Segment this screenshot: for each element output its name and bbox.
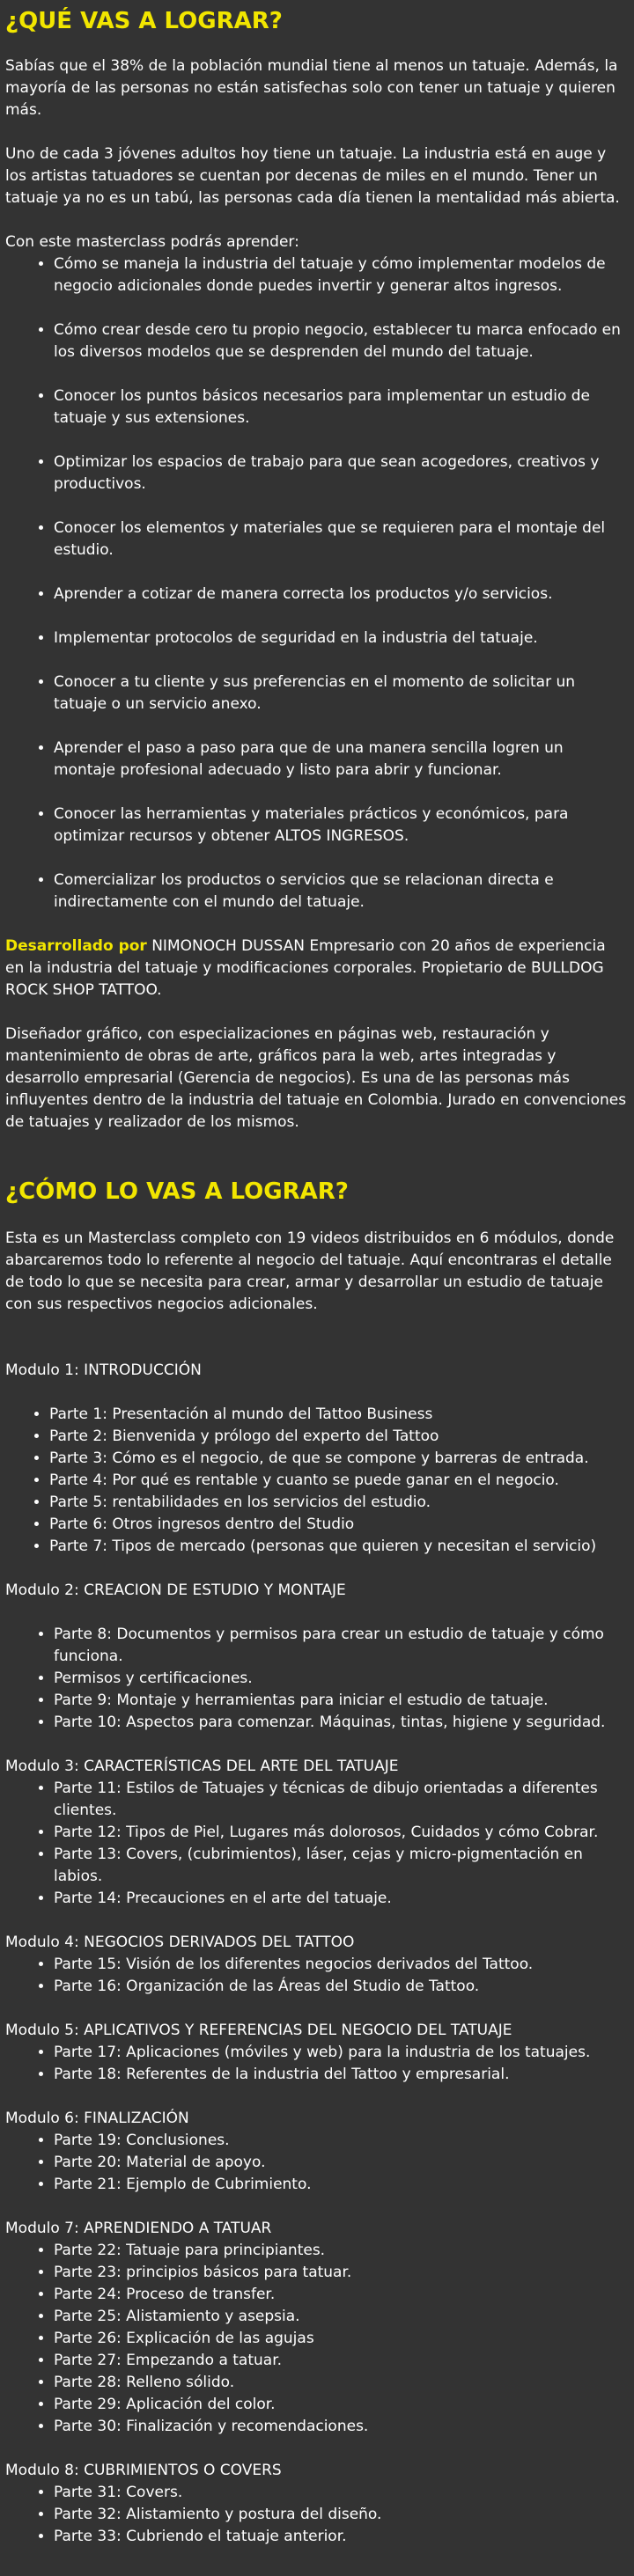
list-item: • Comercializar los productos o servicios que se relacionan directa e indirectamente con el mundo del tatuaje. xyxy=(54,870,629,914)
list-item: • Parte 6: Otros ingresos dentro del Studio xyxy=(49,1514,629,1536)
list-item: • Parte 30: Finalización y recomendaciones. xyxy=(54,2416,629,2438)
list-item: • Conocer las herramientas y materiales prácticos y económicos, para optimizar recursos y obtener ALTOS INGRESOS. xyxy=(54,804,629,848)
module-list xyxy=(5,2240,629,2438)
list-item: • Permisos y certificaciones. xyxy=(54,1668,629,1690)
list-item: • Conocer a tu cliente y sus preferencias en el momento de solicitar un tatuaje o un servicio anexo. xyxy=(54,672,629,716)
list-item: • Implementar protocolos de seguridad en la industria del tatuaje. xyxy=(54,627,629,650)
list-item: • Parte 19: Conclusiones. xyxy=(54,2130,629,2152)
module-list xyxy=(5,1624,629,1734)
list-item: • Parte 12: Tipos de Piel, Lugares más dolorosos, Cuidados y cómo Cobrar. xyxy=(54,1822,629,1844)
list-item: • Conocer los puntos básicos necesarios para implementar un estudio de tatuaje y sus extensiones. xyxy=(54,385,629,429)
module-title: Modulo 7: APRENDIENDO A TATUAR xyxy=(5,2220,272,2237)
list-item: • Parte 25: Alistamiento y asepsia. xyxy=(54,2306,629,2328)
list-item: • Parte 27: Empezando a tatuar. xyxy=(54,2350,629,2372)
module-title: Modulo 4: NEGOCIOS DERIVADOS DEL TATTOO xyxy=(5,1934,355,1951)
section-title-how: ¿CÓMO LO VAS A LOGRAR? xyxy=(5,1178,349,1205)
list-item: • Parte 11: Estilos de Tatuajes y técnicas de dibujo orientadas a diferentes clientes. xyxy=(54,1778,629,1822)
section-title-what: ¿QUÉ VAS A LOGRAR? xyxy=(5,8,283,34)
list-item: • Parte 1: Presentación al mundo del Tattoo Business xyxy=(49,1404,629,1426)
module-list xyxy=(5,1404,629,1558)
list-item: • Parte 3: Cómo es el negocio, de que se compone y barreras de entrada. xyxy=(49,1448,629,1470)
module-title: Modulo 6: FINALIZACIÓN xyxy=(5,2110,189,2127)
list-item: • Parte 4: Por qué es rentable y cuanto se puede ganar en el negocio. xyxy=(49,1470,629,1492)
list-item: • Aprender el paso a paso para que de una manera sencilla logren un montaje profesional adecuado y listo para abrir y funcionar. xyxy=(54,738,629,782)
module-list xyxy=(5,2482,629,2548)
module-list xyxy=(5,2042,629,2086)
list-item: • Parte 28: Relleno sólido. xyxy=(54,2372,629,2394)
list-item: • Parte 31: Covers. xyxy=(54,2482,629,2504)
list-item: • Parte 22: Tatuaje para principiantes. xyxy=(54,2240,629,2262)
learn-list-intro: Con este masterclass podrás aprender: xyxy=(5,233,299,251)
list-item: • Parte 16: Organización de las Áreas del Studio de Tattoo. xyxy=(54,1976,629,1998)
module-title: Modulo 3: CARACTERÍSTICAS DEL ARTE DEL TATUAJE xyxy=(5,1758,399,1775)
module-title: Modulo 1: INTRODUCCIÓN xyxy=(5,1361,202,1379)
module-list xyxy=(5,1778,629,1910)
author-bio: NIMONOCH DUSSAN Empresario con 20 años de experiencia en la industria del tatuaje y modificaciones corporales. Propietario de BULLDOG ROCK SHOP TATTOO. xyxy=(5,937,606,999)
list-item: • Parte 15: Visión de los diferentes negocios derivados del Tattoo. xyxy=(54,1954,629,1976)
list-item: • Cómo se maneja la industria del tatuaje y cómo implementar modelos de negocio adicionales donde puedes invertir y generar altos ingresos. xyxy=(54,253,629,297)
intro-paragraph-2: Uno de cada 3 jóvenes adultos hoy tiene un tatuaje. La industria está en auge y los artistas tatuadores se cuentan por decenas de miles en el mundo. Tener un tatuaje ya no es un tabú, las personas cada día tienen la mentalidad más abierta. xyxy=(5,145,620,207)
list-item: • Optimizar los espacios de trabajo para que sean acogedores, creativos y productivos. xyxy=(54,451,629,495)
module-list xyxy=(5,2130,629,2196)
list-item: • Parte 32: Alistamiento y postura del diseño. xyxy=(54,2504,629,2526)
list-item: • Parte 20: Material de apoyo. xyxy=(54,2152,629,2174)
list-item: • Parte 21: Ejemplo de Cubrimiento. xyxy=(54,2174,629,2196)
list-item: • Parte 33: Cubriendo el tatuaje anterior. xyxy=(54,2526,629,2548)
list-item: • Parte 2: Bienvenida y prólogo del experto del Tattoo xyxy=(49,1426,629,1448)
author-paragraph-2: Diseñador gráfico, con especializaciones en páginas web, restauración y mantenimiento de obras de arte, gráficos para la web, artes integradas y desarrollo empresarial (Gerencia de negocios). Es una de las personas más influyentes dentro de la industria del tatuaje en Colombia. Jurado en convenciones de tatuajes y realizador de los mismos. xyxy=(5,1025,627,1131)
list-item: • Parte 5: rentabilidades en los servicios del estudio. xyxy=(49,1492,629,1514)
module-title: Modulo 5: APLICATIVOS Y REFERENCIAS DEL NEGOCIO DEL TATUAJE xyxy=(5,2022,512,2039)
list-item: • Aprender a cotizar de manera correcta los productos y/o servicios. xyxy=(54,583,629,605)
list-item: • Parte 18: Referentes de la industria del Tattoo y empresarial. xyxy=(54,2064,629,2086)
list-item: • Parte 14: Precauciones en el arte del tatuaje. xyxy=(54,1888,629,1910)
list-item: • Cómo crear desde cero tu propio negocio, establecer tu marca enfocado en los diversos modelos que se desprenden del mundo del tatuaje. xyxy=(54,319,629,363)
list-item: • Parte 10: Aspectos para comenzar. Máquinas, tintas, higiene y seguridad. xyxy=(54,1712,629,1734)
module-title: Modulo 8: CUBRIMIENTOS O COVERS xyxy=(5,2462,282,2479)
list-item: • Parte 29: Aplicación del color. xyxy=(54,2394,629,2416)
list-item: • Parte 24: Proceso de transfer. xyxy=(54,2284,629,2306)
course-description xyxy=(0,7,634,2548)
author-label: Desarrollado por xyxy=(5,937,147,955)
list-item: • Parte 26: Explicación de las agujas xyxy=(54,2328,629,2350)
module-title: Modulo 2: CREACION DE ESTUDIO Y MONTAJE xyxy=(5,1582,346,1599)
list-item: • Parte 7: Tipos de mercado (personas que quieren y necesitan el servicio) xyxy=(49,1536,629,1558)
intro-paragraph-1: Sabías que el 38% de la población mundial tiene al menos un tatuaje. Además, la mayoría de las personas no están satisfechas solo con tener un tatuaje y quieren más. xyxy=(5,57,618,119)
list-item: • Parte 17: Aplicaciones (móviles y web) para la industria de los tatuajes. xyxy=(54,2042,629,2064)
how-intro: Esta es un Masterclass completo con 19 videos distribuidos en 6 módulos, donde abarcaremos todo lo referente al negocio del tatuaje. Aquí encontraras el detalle de todo lo que se necesita para crear, armar y desarrollar un estudio de tatuaje con sus respectivos negocios adicionales. xyxy=(5,1229,615,1313)
module-list xyxy=(5,1954,629,1998)
list-item: • Parte 9: Montaje y herramientas para iniciar el estudio de tatuaje. xyxy=(54,1690,629,1712)
list-item: • Parte 8: Documentos y permisos para crear un estudio de tatuaje y cómo funciona. xyxy=(54,1624,629,1668)
list-item: • Conocer los elementos y materiales que se requieren para el montaje del estudio. xyxy=(54,517,629,561)
list-item: • Parte 23: principios básicos para tatuar. xyxy=(54,2262,629,2284)
author-paragraph-1 xyxy=(5,936,629,1002)
list-item: • Parte 13: Covers, (cubrimientos), láser, cejas y micro-pigmentación en labios. xyxy=(54,1844,629,1888)
learn-list xyxy=(5,253,629,914)
